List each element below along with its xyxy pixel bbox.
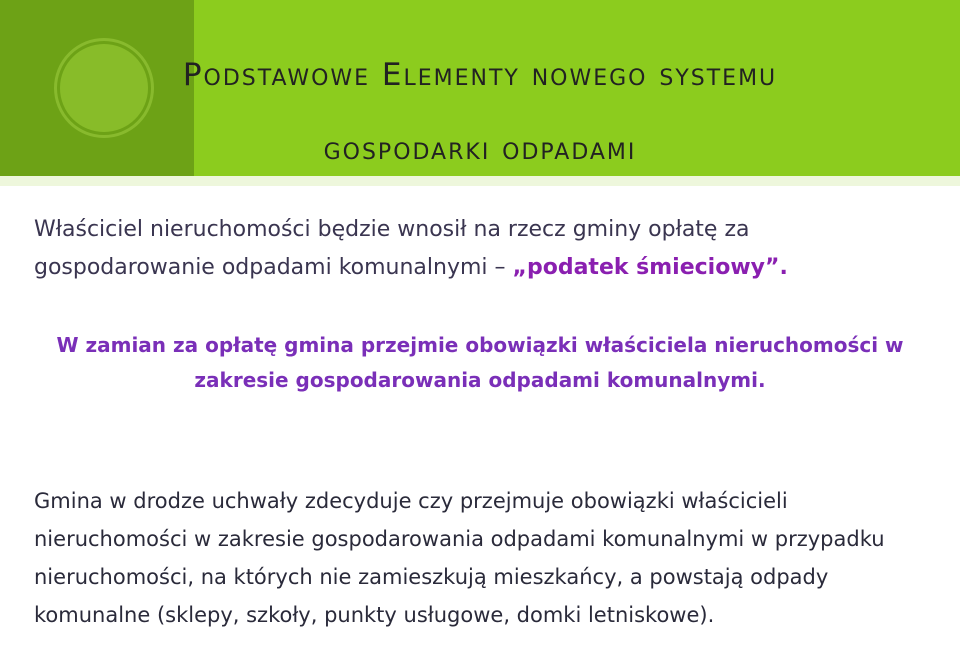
slide-title-line2: gospodarki odpadami (323, 131, 637, 167)
slide-title (0, 38, 960, 176)
header-under-band (0, 176, 960, 186)
slide-title-line1: Podstawowe Elementy nowego systemu (182, 57, 778, 93)
paragraph-obligations: W zamian za opłatę gmina przejmie obowiązki właściciela nieruchomości w zakresie gospodarowania odpadami komunalnymi. (56, 333, 904, 392)
slide-header (0, 0, 960, 176)
paragraph-fee (34, 211, 934, 287)
paragraph-fee-emphasis: „podatek śmieciowy”. (512, 255, 788, 280)
paragraph-resolution: Gmina w drodze uchwały zdecyduje czy przejmuje obowiązki właścicieli nieruchomości w zakresie gospodarowania odpadami komunalnymi w przypadku nieruchomości, na których nie zamieszkują mieszkańcy, a powstają odpady komunalne (sklepy, szkoły, punkty usługowe, domki letniskowe). (34, 489, 885, 627)
paragraph-fee-text: Właściciel nieruchomości będzie wnosił na rzecz gminy opłatę za gospodarowanie odpadami komunalnymi – (34, 217, 750, 280)
